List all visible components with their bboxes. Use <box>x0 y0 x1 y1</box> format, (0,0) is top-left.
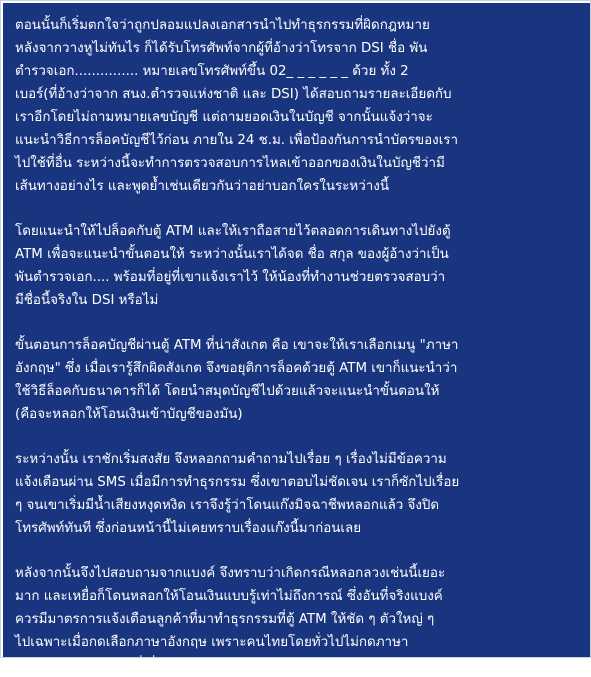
text-line: หลังจากนั้นจึงไปสอบถามจากแบงค์ จึงทราบว่าเกิดกรณีหลอกลวงเช่นนี้เยอะ <box>15 566 446 581</box>
text-line: (คือจะหลอกให้โอนเงินเข้าบัญชีของมัน) <box>15 407 243 422</box>
text-line: โทรศัพท์ทันที ซึ่งก่อนหน้านี้ไม่เคยทราบเรื่องแก๊งนี้มาก่อนเลย <box>15 521 362 536</box>
text-line: แนะนำวิธีการล็อคบัญชีไว้ก่อน ภายใน 24 ช.ม. เพื่อป้องกันการนำบัตรของเรา <box>15 133 458 148</box>
text-line: ระหว่างนั้น เราชักเริ่มสงสัย จึงหลอกถามคำถามไปเรื่อย ๆ เรื่องไม่มีข้อความ <box>15 452 447 467</box>
text-line: แจ้งเตือนผ่าน SMS เมื่อมีการทำธุรกรรม ซึ่งเขาตอบไม่ชัดเจน เราก็ซักไปเรื่อย <box>15 475 460 490</box>
text-line: มีชื่อนี้จริงใน DSI หรือไม่ <box>15 293 159 308</box>
text-line: อังกฤษ" ซึ่ง เมื่อเรารู้สึกผิดสังเกต จึงขอยุติการล็อคด้วยตู้ ATM เขาก็แนะนำว่า <box>15 361 458 376</box>
text-line: เราอีกโดยไม่ถามหมายเลขบัญชี แต่ถามยอดเงินในบัญชี จากนั้นแจ้งว่าจะ <box>15 110 433 125</box>
text-line: ควรมีมาตรการแจ้งเตือนลูกค้าที่มาทำธุรกรรมที่ตู้ ATM ให้ชัด ๆ ตัวใหญ่ ๆ <box>15 612 435 627</box>
text-line: อังกฤษแน่ ๆ จึงฝากผู้ที่เกี่ยวข้องช่วยดำเนินการด้วย <box>15 658 305 673</box>
text-line: พันตำรวจเอก.... พร้อมที่อยู่ที่เขาแจ้งเราไว้ ให้น้องที่ทำงานช่วยตรวจสอบว่า <box>15 270 446 285</box>
paragraph-2 <box>15 220 580 312</box>
text-line: ใช้วิธีล็อคกับธนาคารก็ได้ โดยนำสมุดบัญชีไปด้วยแล้วจะแนะนำขั้นตอนให้ <box>15 384 440 399</box>
text-line: ไปเฉพาะเมื่อกดเลือกภาษาอังกฤษ เพราะคนไทยโดยทั่วไปไม่กดภาษา <box>15 635 409 650</box>
paragraph-5 <box>15 562 580 677</box>
text-line: ตำรวจเอก............... หมายเลขโทรศัพท์ขึ้น 02_ _ _ _ _ _ ด้วย ทั้ง 2 <box>15 64 409 79</box>
text-line: ขั้นตอนการล็อคบัญชีผ่านตู้ ATM ที่น่าสังเกต คือ เขาจะให้เราเลือกเมนู "ภาษา <box>15 338 459 353</box>
text-line: เบอร์(ที่อ้างว่าจาก สนง.ตำรวจแห่งชาติ และ DSI) ได้สอบถามรายละเอียดกับ <box>15 87 452 102</box>
paragraph-3 <box>15 334 580 426</box>
paragraph-4 <box>15 448 580 540</box>
text-line: ตอนนั้นก็เริ่มตกใจว่าถูกปลอมแปลงเอกสารนำไปทำธุรกรรมที่ผิดกฎหมาย <box>15 18 430 33</box>
text-line: โดยแนะนำให้ไปล็อคกับตู้ ATM และให้เราถือสายไว้ตลอดการเดินทางไปยังตู้ <box>15 224 451 239</box>
text-line: มาก และเหยื่อก็โดนหลอกให้โอนเงินแบบรู้เท่าไม่ถึงการณ์ ซึ่งอันที่จริงแบงค์ <box>15 589 443 604</box>
text-line: หลังจากวางหูไม่ทันไร ก็ได้รับโทรศัพท์จากผู้ที่อ้างว่าโทรจาก DSI ชื่อ พัน <box>15 41 428 56</box>
text-line: ไปใช้ที่อื่น ระหว่างนี้จะทำการตรวจสอบการไหลเข้าออกของเงินในบัญชีว่ามี <box>15 156 445 171</box>
story-text-panel <box>3 3 590 673</box>
text-line: ATM เพื่อจะแนะนำขั้นตอนให้ ระหว่างนั้นเราได้จด ชื่อ สกุล ของผู้อ้างว่าเป็น <box>15 247 449 262</box>
text-line: เส้นทางอย่างไร และพูดย้ำเช่นเดียวกันว่าอย่าบอกใครในระหว่างนี้ <box>15 179 389 194</box>
paragraph-1 <box>15 14 580 198</box>
text-line: ๆ จนเขาเริ่มมีน้ำเสียงหงุดหงิด เราจึงรู้ว่าโดนแก๊งมิจฉาชีพหลอกแล้ว จึงปิด <box>15 498 440 513</box>
